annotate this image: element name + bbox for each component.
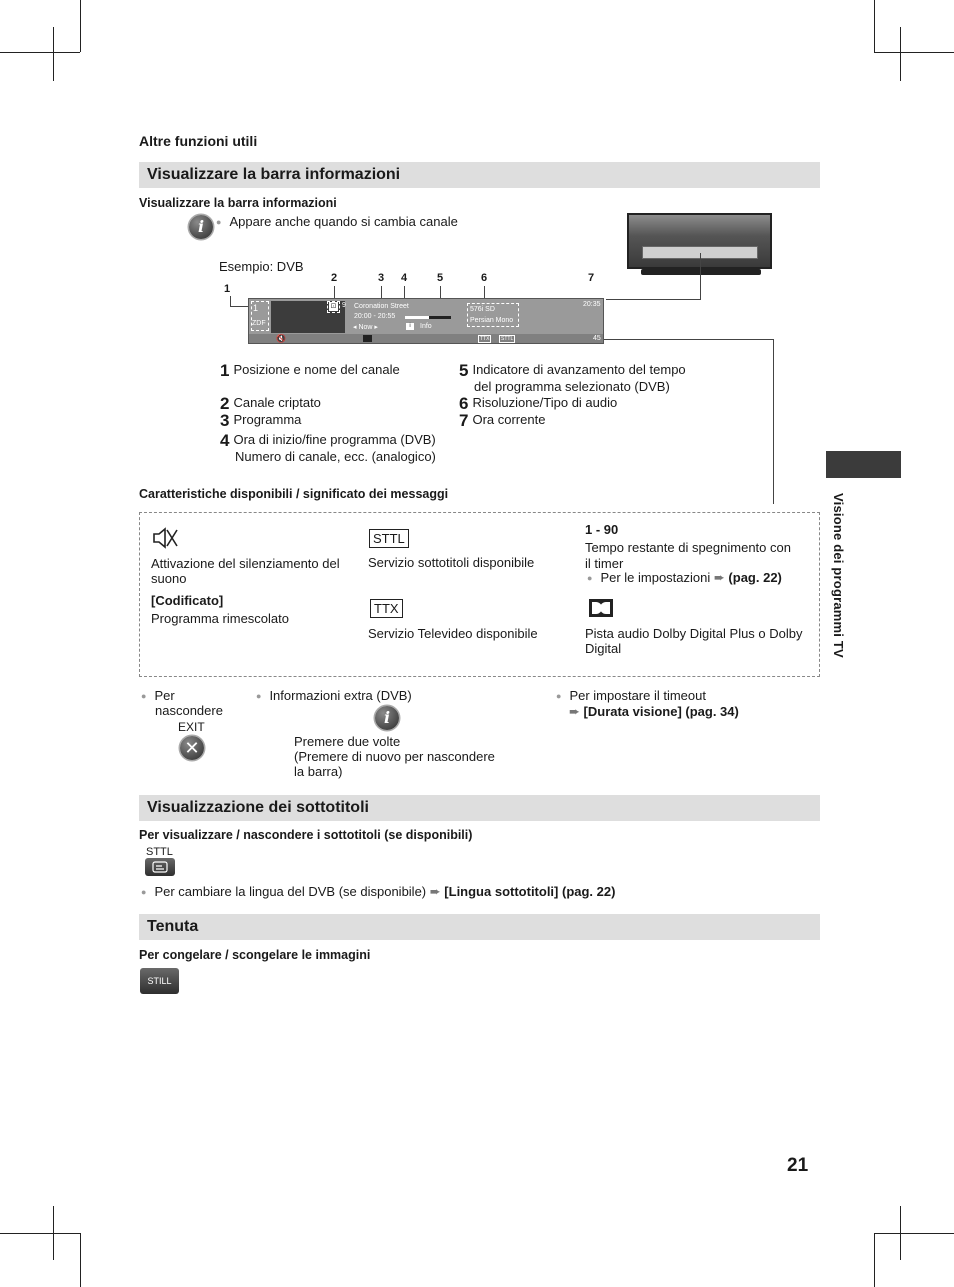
crop-mark	[80, 0, 81, 52]
page-header: Altre funzioni utili	[139, 133, 258, 149]
timeout-bullet: ● Per impostare il timeout	[556, 688, 706, 705]
crop-mark	[900, 1206, 901, 1260]
audio-type: Persian Mono	[470, 317, 514, 324]
info-button-icon[interactable]: i	[375, 706, 399, 730]
arrow-icon: ➨	[429, 884, 441, 899]
callout-line	[230, 296, 231, 306]
clock: 20:35	[583, 301, 601, 308]
sttl-tag: STTL	[501, 336, 514, 342]
program-time: 20:00 - 20:55	[354, 313, 396, 320]
legend-item-6	[459, 395, 617, 411]
callout-6: 6	[481, 272, 488, 284]
timer-bullet	[587, 570, 782, 587]
info-label: Info	[420, 323, 432, 330]
arrow-icon: ➨	[713, 570, 725, 585]
hide-bullet-line2: nascondere	[155, 703, 223, 718]
callout-5: 5	[437, 272, 444, 284]
legend-item-5-line2: del programma selezionato (DVB)	[474, 379, 670, 394]
channel-name: ZDF	[252, 320, 266, 327]
exit-button-icon[interactable]: ✕	[180, 736, 204, 760]
callout-3: 3	[378, 272, 385, 284]
crop-mark	[80, 1233, 81, 1287]
sttl-text: Servizio sottotitoli disponibile	[368, 555, 535, 570]
mute-text: Attivazione del silenziamento del	[151, 556, 340, 571]
legend-text: Ora corrente	[472, 412, 546, 427]
ttx-text: Servizio Televideo disponibile	[368, 626, 538, 641]
lock-glyph: 9	[342, 302, 346, 309]
subtitle-hold: Per congelare / scongelare le immagini	[139, 948, 371, 962]
legend-item-4-line2: Numero di canale, ecc. (analogico)	[235, 449, 436, 464]
channel-number: 1	[253, 303, 259, 313]
legend-text: Ora di inizio/fine programma (DVB)	[233, 432, 436, 447]
timer-text: Tempo restante di spegnimento con	[585, 540, 791, 555]
legend-item-4	[220, 432, 436, 448]
section-title-subtitles: Visualizzazione dei sottotitoli	[139, 795, 820, 821]
subtitle-info-bar: Visualizzare la barra informazioni	[139, 196, 337, 210]
timer-ref[interactable]: (pag. 22)	[728, 570, 782, 585]
legend-item-1	[220, 362, 400, 378]
page-number: 21	[787, 1155, 809, 1176]
ttx-badge: TTX	[370, 599, 403, 618]
legend-num: 3	[220, 411, 230, 430]
info-button-icon: i	[189, 215, 213, 239]
timer-text-line2: il timer	[585, 556, 624, 571]
legend-num: 5	[459, 361, 469, 380]
dvb-language-bullet	[141, 884, 615, 901]
legend-num: 6	[459, 394, 469, 413]
example-label: Esempio: DVB	[219, 259, 304, 274]
features-box	[139, 512, 820, 677]
press-twice-line3: la barra)	[294, 764, 343, 779]
crop-mark	[874, 0, 875, 52]
connector-line	[606, 299, 701, 300]
dolby-text-line2: Digital	[585, 641, 622, 656]
callout-7: 7	[588, 272, 595, 284]
callout-2: 2	[331, 272, 338, 284]
arrow-icon: ➨	[569, 704, 580, 719]
coded-label: [Codificato]	[151, 593, 224, 608]
mute-icon-small: 🔇	[276, 334, 286, 343]
program-name: Coronation Street	[354, 303, 409, 310]
timeout-ref[interactable]: [Durata visione] (pag. 34)	[583, 704, 739, 719]
note-info: ● Appare anche quando si cambia canale	[216, 214, 458, 231]
section-title-hold: Tenuta	[139, 914, 820, 940]
mute-icon	[152, 527, 178, 549]
dolby-text: Pista audio Dolby Digital Plus o Dolby	[585, 626, 803, 641]
sttl-button-label: STTL	[146, 846, 173, 858]
subtitle-icon	[152, 861, 168, 873]
ttx-tag: TTX	[480, 336, 490, 342]
callout-1: 1	[224, 283, 231, 295]
crop-mark	[900, 27, 901, 81]
connector-line	[604, 339, 774, 340]
legend-num: 4	[220, 431, 230, 450]
legend-text: Risoluzione/Tipo di audio	[472, 395, 618, 410]
legend-item-5	[459, 362, 686, 378]
now-text: Now	[358, 324, 373, 331]
info-bar-status-row	[249, 334, 603, 343]
dvb-language-ref[interactable]: [Lingua sottotitoli] (pag. 22)	[444, 884, 616, 899]
progress-fill	[429, 316, 451, 319]
chapter-side-label: Visione dei programmi TV	[831, 493, 846, 658]
crop-mark	[53, 1206, 54, 1260]
info-key-icon: i	[406, 323, 414, 330]
coded-text: Programma rimescolato	[151, 611, 289, 626]
crop-mark	[874, 52, 954, 53]
subtitle-features: Caratteristiche disponibili / significato dei messaggi	[139, 487, 449, 501]
connector-line	[773, 339, 774, 504]
legend-num: 1	[220, 361, 230, 380]
section-title-info-bar: Visualizzare la barra informazioni	[139, 162, 820, 188]
hide-bullet: ● Per	[141, 688, 175, 705]
dolby-icon-small	[363, 335, 372, 342]
press-twice-line2: (Premere di nuovo per nascondere	[294, 749, 495, 764]
info-bar-example	[248, 298, 604, 344]
press-twice: Premere due volte	[294, 734, 401, 749]
dolby-icon	[589, 599, 613, 617]
still-button[interactable]: STILL	[140, 968, 179, 994]
sttl-button[interactable]	[145, 858, 175, 876]
legend-item-2	[220, 395, 321, 411]
dvb-language-text: Per cambiare la lingua del DVB (se disponibile)	[154, 884, 427, 899]
tv-stand	[641, 269, 761, 275]
callout-4: 4	[401, 272, 408, 284]
crop-mark	[0, 52, 80, 53]
now-label: ◂ Now ▸	[353, 324, 378, 331]
legend-item-7	[459, 412, 545, 428]
legend-item-3	[220, 412, 301, 428]
legend-text: Canale criptato	[233, 395, 321, 410]
timeout-ref-row	[569, 704, 739, 719]
crop-mark	[53, 27, 54, 81]
legend-text: Indicatore di avanzamento del tempo	[472, 362, 686, 377]
subtitle-subtitles: Per visualizzare / nascondere i sottotitoli (se disponibili)	[139, 828, 473, 842]
legend-text: Programma	[233, 412, 302, 427]
legend-text: Posizione e nome del canale	[233, 362, 400, 377]
callout-line	[230, 306, 250, 307]
exit-label: EXIT	[178, 720, 205, 734]
timer-value: 45	[593, 335, 601, 342]
crop-mark	[874, 1233, 954, 1234]
legend-num: 7	[459, 411, 469, 430]
timer-label: 1 - 90	[585, 522, 619, 537]
chapter-tab	[826, 451, 901, 478]
timer-bullet-text: Per le impostazioni	[600, 570, 711, 585]
connector-line	[700, 253, 701, 300]
sttl-badge: STTL	[369, 529, 409, 548]
legend-num: 2	[220, 394, 230, 413]
resolution: 576i SD	[470, 306, 495, 313]
crop-mark	[874, 1233, 875, 1287]
crop-mark	[0, 1233, 80, 1234]
encrypted-icon: ⊡	[330, 303, 337, 310]
mute-text-line2: suono	[151, 571, 187, 586]
extra-info-bullet: ● Informazioni extra (DVB)	[256, 688, 412, 705]
